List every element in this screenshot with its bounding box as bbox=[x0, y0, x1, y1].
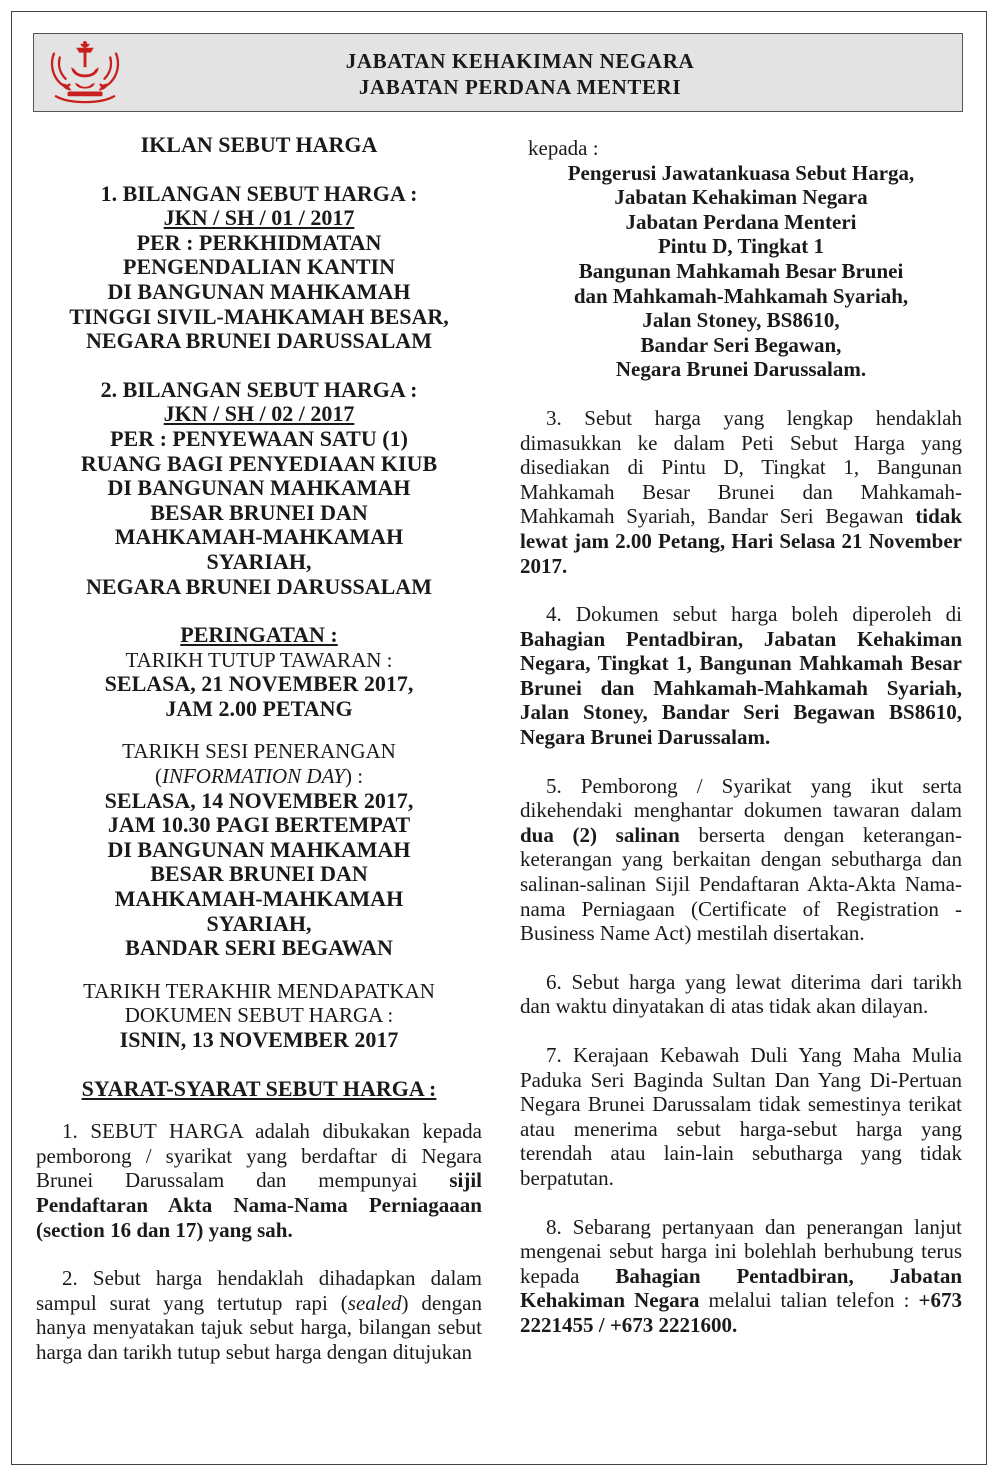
header-line-1: JABATAN KEHAKIMAN NEGARA bbox=[345, 49, 695, 73]
header-line-2: JABATAN PERDANA MENTERI bbox=[358, 75, 682, 99]
address-line: Bandar Seri Begawan, bbox=[640, 332, 842, 357]
close-time: JAM 2.00 PETANG bbox=[165, 695, 353, 721]
kepada-label: kepada : bbox=[528, 136, 599, 160]
close-date: SELASA, 21 NOVEMBER 2017, bbox=[104, 671, 414, 697]
address-line: Pintu D, Tingkat 1 bbox=[657, 234, 825, 259]
item2-ref: JKN / SH / 02 / 2017 bbox=[163, 401, 355, 427]
condition-8: 8. Sebarang pertanyaan dan penerangan lanjut mengenai sebut harga ini bolehlah berhubung terus kepada Bahagian Pentadbiran, Jabatan Kehakiman Negara melalui talian telefon : +673 2221455 / +673 2221600. bbox=[520, 1214, 963, 1337]
item2-line: MAHKAMAH-MAHKAMAH bbox=[114, 524, 404, 550]
condition-1: 1. SEBUT HARGA adalah dibukakan kepada pemborong / syarikat yang berdaftar di Negara Brunei Darussalam dan mempunyai sijil Pendaftaran Akta Nama-Nama Perniagaaan (section 16 dan 17) yang sah. bbox=[36, 1119, 482, 1242]
last-label-2: DOKUMEN SEBUT HARGA : bbox=[124, 1003, 394, 1028]
warning-heading: PERINGATAN : bbox=[180, 622, 338, 648]
last-label-1: TARIKH TERAKHIR MENDAPATKAN bbox=[83, 978, 435, 1003]
item1-line: NEGARA BRUNEI DARUSSALAM bbox=[86, 328, 432, 354]
item1-line: PENGENDALIAN KANTIN bbox=[123, 254, 395, 280]
condition-3: 3. Sebut harga yang lengkap hendaklah dimasukkan ke dalam Peti Sebut Harga yang disediakan di Pintu D, Tingkat 1, Bangunan Mahkamah Besar Brunei dan Mahkamah-Mahkamah Syariah, Bandar Seri Begawan tidak lewat jam 2.00 Petang, Hari Selasa 21 November 2017. bbox=[520, 405, 962, 578]
address-line: Jalan Stoney, BS8610, bbox=[642, 308, 840, 333]
advert-title: IKLAN SEBUT HARGA bbox=[140, 132, 378, 157]
condition-5: 5. Pemborong / Syarikat yang ikut serta dikehendaki menghantar dokumen tawaran dalam dua (2) salinan berserta dengan keterangan-keterangan yang berkaitan dengan sebutharga dan salinan-salinan Sijil Pendaftaran Akta-Akta Nama-nama Perniagaan (Certificate of Registration - Business Name Act) mestilah disertakan. bbox=[520, 773, 963, 946]
item2-line: DI BANGUNAN MAHKAMAH bbox=[107, 475, 411, 501]
info-label-2: (INFORMATION DAY) : bbox=[154, 764, 364, 789]
info-line: JAM 10.30 PAGI BERTEMPAT bbox=[107, 812, 411, 838]
item1-line: PER : PERKHIDMATAN bbox=[136, 229, 382, 255]
info-line: DI BANGUNAN MAHKAMAH bbox=[107, 836, 411, 862]
info-day-italic: INFORMATION DAY bbox=[161, 764, 345, 789]
condition-6: 6. Sebut harga yang lewat diterima dari tarikh dan waktu dinyatakan di atas tidak akan dilayan. bbox=[520, 969, 962, 1019]
address-line: Jabatan Kehakiman Negara bbox=[614, 185, 868, 210]
condition-7: 7. Kerajaan Kebawah Duli Yang Maha Mulia Paduka Seri Baginda Sultan Dan Yang Di-Pertuan Negara Brunei Darussalam tidak semestinya terikat atau menerima sebut harga-sebut harga yang terendah atau lain-lain sebutharga yang tidak berpatutan. bbox=[520, 1043, 962, 1190]
item2-heading: 2. BILANGAN SEBUT HARGA : bbox=[100, 376, 418, 402]
item1-line: DI BANGUNAN MAHKAMAH bbox=[107, 278, 411, 304]
item2-line: NEGARA BRUNEI DARUSSALAM bbox=[86, 573, 432, 599]
info-label: TARIKH SESI PENERANGAN bbox=[122, 739, 396, 764]
last-date: ISNIN, 13 NOVEMBER 2017 bbox=[119, 1027, 399, 1052]
conditions-heading: SYARAT-SYARAT SEBUT HARGA : bbox=[81, 1075, 437, 1101]
info-line: BESAR BRUNEI DAN bbox=[150, 861, 368, 887]
address-line: Jabatan Perdana Menteri bbox=[625, 209, 857, 234]
info-line: MAHKAMAH-MAHKAMAH bbox=[114, 886, 404, 912]
item2-line: RUANG BAGI PENYEDIAAN KIUB bbox=[80, 450, 438, 476]
address-line: Bangunan Mahkamah Besar Brunei bbox=[578, 258, 904, 283]
info-line: BANDAR SERI BEGAWAN bbox=[125, 935, 393, 961]
item1-heading: 1. BILANGAN SEBUT HARGA : bbox=[100, 180, 418, 206]
right-column bbox=[520, 136, 962, 1338]
brunei-crest-icon bbox=[46, 40, 124, 106]
item1-line: TINGGI SIVIL-MAHKAMAH BESAR, bbox=[69, 303, 449, 329]
close-label: TARIKH TUTUP TAWARAN : bbox=[125, 647, 393, 672]
left-column bbox=[36, 133, 482, 1365]
address-line: Negara Brunei Darussalam. bbox=[615, 357, 867, 382]
condition-4: 4. Dokumen sebut harga boleh diperoleh di Bahagian Pentadbiran, Jabatan Kehakiman Negara, Tingkat 1, Bangunan Mahkamah Besar Brunei dan Mahkamah-Mahkamah Syariah, Jalan Stoney, Bandar Seri Begawan BS8610, Negara Brunei Darussalam. bbox=[520, 602, 962, 750]
address-line: dan Mahkamah-Mahkamah Syariah, bbox=[573, 283, 909, 308]
info-line: SYARIAH, bbox=[206, 910, 312, 936]
condition-2: 2. Sebut harga hendaklah dihadapkan dalam sampul surat yang tertutup rapi (sealed) dengan hanya menyatakan tajuk sebut harga, bilangan sebut harga dan tarikh tutup sebut harga dengan ditujukan bbox=[36, 1266, 482, 1364]
item1-ref: JKN / SH / 01 / 2017 bbox=[163, 205, 355, 231]
address-line: Pengerusi Jawatankuasa Sebut Harga, bbox=[567, 160, 915, 185]
info-line: SELASA, 14 NOVEMBER 2017, bbox=[104, 787, 414, 813]
item2-line: PER : PENYEWAAN SATU (1) bbox=[110, 425, 408, 451]
item2-line: SYARIAH, bbox=[206, 548, 312, 574]
item2-line: BESAR BRUNEI DAN bbox=[150, 499, 368, 525]
header-title bbox=[250, 48, 790, 100]
